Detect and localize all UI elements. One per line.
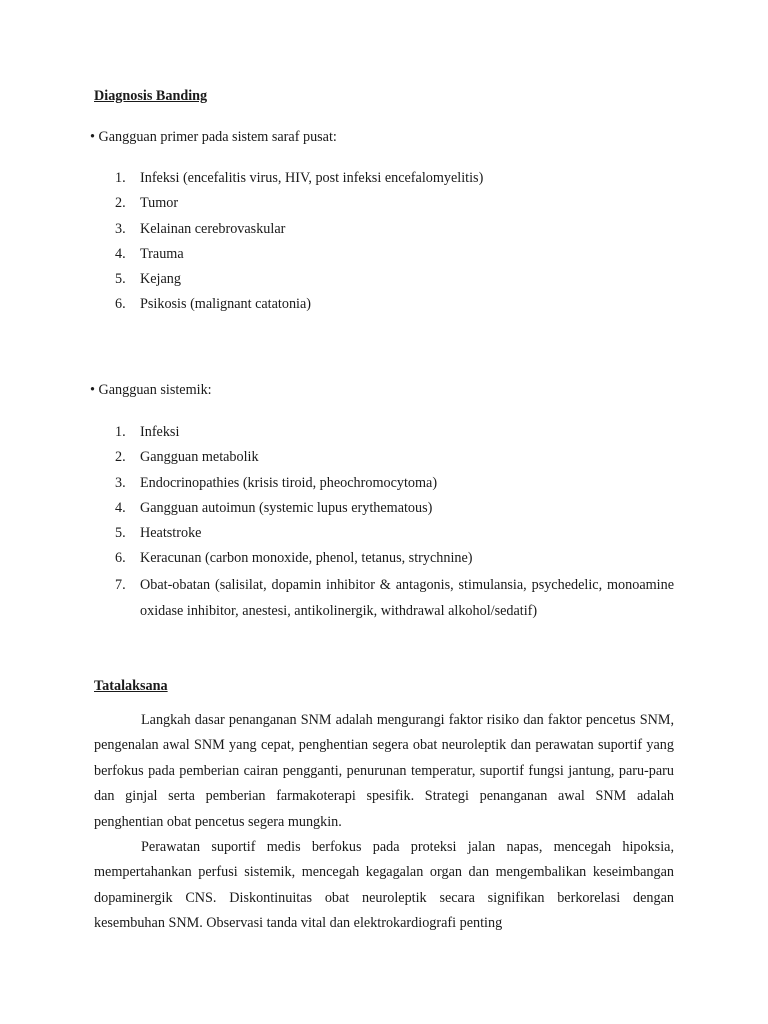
- list-number: 7.: [115, 576, 126, 593]
- list-text: Psikosis (malignant catatonia): [140, 296, 312, 313]
- paragraph: Perawatan suportif medis berfokus pada proteksi jalan napas, mencegah hipoksia, mempertahankan perfusi sistemik, mencegah kegagalan organ dan mengembalikan keseimbangan dopaminergik CNS. Diskontinuitas obat neuroleptik secara signifikan berkorelasi dengan kesembuhan SNM. Observasi tanda vital dan elektrokardiografi penting: [94, 839, 674, 932]
- list-number: 4.: [115, 245, 126, 262]
- list-item: [0, 292, 768, 317]
- list-number: 1.: [115, 170, 126, 186]
- list-item: [0, 521, 768, 546]
- list-number: 5.: [115, 525, 126, 542]
- list-number: 3.: [115, 474, 126, 491]
- list-number: 4.: [115, 499, 126, 516]
- list-number: 2.: [115, 195, 126, 212]
- list-text: Trauma: [140, 245, 184, 262]
- group-title-primer: • Gangguan primer pada sistem saraf pusat:: [90, 129, 337, 145]
- group-title-sistemik: • Gangguan sistemik:: [90, 382, 212, 398]
- list-item: [0, 546, 768, 571]
- list-text: Infeksi: [140, 424, 180, 440]
- list-item: [0, 471, 768, 496]
- list-number: 5.: [115, 271, 126, 288]
- list-number: 6.: [115, 296, 126, 313]
- list-sistemik: [0, 420, 768, 624]
- list-primer: [0, 166, 768, 318]
- list-item: [0, 242, 768, 267]
- list-number: 2.: [115, 449, 126, 466]
- list-item: [0, 191, 768, 216]
- list-text: Tumor: [140, 195, 179, 212]
- list-text: Kejang: [140, 271, 181, 288]
- list-text: Gangguan metabolik: [140, 449, 259, 466]
- list-text: Keracunan (carbon monoxide, phenol, tetanus, strychnine): [140, 550, 473, 567]
- list-item: [0, 572, 768, 624]
- list-text: Heatstroke: [140, 525, 202, 542]
- list-text: Infeksi (encefalitis virus, HIV, post infeksi encefalomyelitis): [140, 170, 484, 186]
- heading-tatalaksana: Tatalaksana: [94, 678, 168, 694]
- heading-diagnosis-banding: Diagnosis Banding: [94, 88, 208, 104]
- list-number: 3.: [115, 220, 126, 237]
- list-item: [0, 445, 768, 470]
- list-text: Gangguan autoimun (systemic lupus erythematous): [140, 499, 433, 516]
- list-text: Endocrinopathies (krisis tiroid, pheochromocytoma): [140, 474, 438, 491]
- list-item: [0, 420, 768, 445]
- list-number: 6.: [115, 550, 126, 567]
- list-text: Kelainan cerebrovaskular: [140, 220, 286, 237]
- list-number: 1.: [115, 424, 126, 440]
- list-item: [0, 166, 768, 191]
- list-item: [0, 217, 768, 242]
- list-item: [0, 267, 768, 292]
- paragraph: Langkah dasar penanganan SNM adalah mengurangi faktor risiko dan faktor pencetus SNM, pengenalan awal SNM yang cepat, penghentian segera obat neuroleptik dan perawatan suportif yang berfokus pada pemberian cairan pengganti, penurunan temperatur, suportif fungsi jantung, paru-paru dan ginjal serta pemberian farmakoterapi spesifik. Strategi penanganan awal SNM adalah penghentian obat pencetus segera mungkin.: [94, 712, 674, 830]
- list-text: Obat-obatan (salisilat, dopamin inhibitor & antagonis, stimulansia, psychedelic, monoamine oxidase inhibitor, anestesi, antikolinergik, withdrawal alkohol/sedatif): [140, 576, 674, 619]
- list-item: [0, 496, 768, 521]
